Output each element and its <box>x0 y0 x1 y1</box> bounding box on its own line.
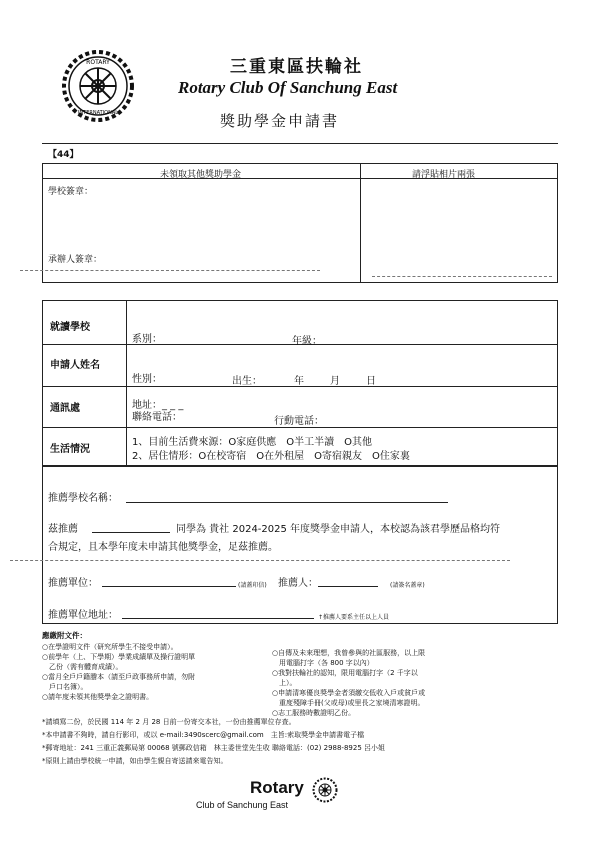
seal-note: (請蓋印信) <box>238 582 267 589</box>
recommend-person-label: 推薦人： <box>278 578 318 589</box>
info-label-column-line <box>126 300 127 466</box>
bottom-rotary-wordmark: Rotary <box>250 778 304 797</box>
recommend-unit-line[interactable] <box>102 574 236 587</box>
attachments-right-list <box>272 648 562 718</box>
recommend-person-line[interactable] <box>318 574 378 587</box>
attachments-title: 應繳附文件： <box>42 631 87 640</box>
form-number: 【44】 <box>48 150 79 160</box>
attachment-item: ○自傳及未來理想，我曾參與的社區服務，以上限 <box>272 649 426 657</box>
sign-note: (請簽名蓋章) <box>390 582 425 589</box>
seal-photo-box <box>42 163 558 283</box>
seal-box-divider <box>360 163 361 283</box>
attachment-item: 用電腦打字（各 800 字以內） <box>272 659 374 667</box>
attachment-item: ○志工服務時數證明乙份。 <box>272 709 356 717</box>
footer-notes <box>42 716 572 768</box>
attachment-item: ○我對扶輪社的認知，限用電腦打字（2 千字以 <box>272 669 418 677</box>
attachment-item: 戶口名簿）。 <box>42 683 88 691</box>
bottom-club-name: Club of Sanchung East <box>196 800 289 810</box>
footer-note: *郵寄地址：241 三重正義郵局第 00068 號郵政信箱 林主委世堂先生收 聯絡電話：(02) 2988-8925 呂小姐 <box>42 744 386 752</box>
attachment-item: 重度殘障手冊(父或母)或里長之家境清寒證明。 <box>272 699 425 707</box>
recommend-paragraph: 同學為 貴社 2024-2025 年度獎學金申請人，本校認為該君學歷品格均符 <box>176 524 501 535</box>
footer-note: *原則上請由學校統一申請，如由學生親自寄送請來電告知。 <box>42 757 228 765</box>
recommend-prefix: 茲推薦 <box>48 524 78 535</box>
cut-line-middle <box>10 560 510 561</box>
attachment-item: 上）。 <box>272 679 297 687</box>
recommend-paragraph-line2: 合規定，且本學年度未申請其他獎學金，足茲推薦。 <box>48 542 278 553</box>
footer-note: *本申請書不夠時，請自行影印，或以 e-mail:3490scerc@gmail.com 主旨:索取獎學金申請書電子檔 <box>42 731 365 739</box>
logo-text-top: ROTARY <box>86 59 110 66</box>
school-label: 就讀學校 <box>50 322 90 333</box>
gender-field[interactable]: 性別： <box>132 374 162 385</box>
living-label: 生活情況 <box>50 444 90 455</box>
school-seal-label: 學校簽章： <box>48 187 94 197</box>
club-name-english: Rotary Club Of Sanchung East <box>178 78 398 97</box>
attachment-item: ○前學年（上、下學期）學業成績單及操行證明單 <box>42 653 196 661</box>
no-other-scholarship-header: 未領取其他獎助學金 <box>160 170 242 180</box>
recommend-address-label: 推薦單位地址： <box>48 610 118 621</box>
living-residence-options[interactable]: 2、居住情形：O在校寄宿 O在外租屋 O寄宿親友 O住家裏 <box>132 451 410 462</box>
phone-field[interactable]: 聯絡電話： <box>132 412 182 423</box>
birth-day-label: 日 <box>366 376 376 387</box>
address-note: ↑推薦人要系主任以上人員 <box>318 614 390 621</box>
recommend-unit-label: 推薦單位： <box>48 578 98 589</box>
birth-year-label: 年 <box>294 376 304 387</box>
club-name-chinese: 三重東區扶輪社 <box>230 57 363 77</box>
seal-box-header-line <box>42 178 558 179</box>
recommend-school-label: 推薦學校名稱： <box>48 493 118 504</box>
footer-note: *請填寫二份，於民國 114 年 2 月 28 日前一份寄交本社，一份由推薦單位存查。 <box>42 718 296 726</box>
recommend-student-line[interactable] <box>92 520 170 533</box>
attachment-item: ○當月全戶戶籍謄本（請至戶政事務所申請，勿附 <box>42 673 196 681</box>
cut-line-left <box>20 270 320 271</box>
cut-line-right <box>372 276 552 277</box>
rotary-wheel-logo <box>60 48 136 124</box>
header-divider <box>42 143 558 144</box>
photo-header: 請浮貼相片兩張 <box>412 170 476 180</box>
bottom-rotary-wheel-icon <box>312 777 338 803</box>
attachment-item: ○在學證明文件（研究所學生不接受申請）。 <box>42 643 178 651</box>
recommend-address-line[interactable] <box>122 606 314 619</box>
contact-label: 通訊處 <box>50 403 80 414</box>
attachment-item: 乙份（需有體育成績）。 <box>42 663 123 671</box>
mobile-field[interactable]: 行動電話： <box>274 416 324 427</box>
attachment-item: ○申請清寒優良獎學金者須繳交低收入戶或貧戶或 <box>272 689 426 697</box>
applicant-name-label: 申請人姓名 <box>50 360 100 371</box>
logo-text-bottom: INTERNATIONAL <box>77 110 119 116</box>
address-field[interactable]: 地址：_ _ _ <box>132 400 184 411</box>
attachment-item: ○請年度未領其他獎學金之證明書。 <box>42 693 154 701</box>
grade-field[interactable]: 年級： <box>292 336 322 347</box>
info-row-line-3 <box>42 427 558 428</box>
form-title: 獎助學金申請書 <box>220 112 340 130</box>
living-source-options[interactable]: 1、目前生活費來源：O家庭供應 O半工半讀 O其他 <box>132 437 372 448</box>
birth-field[interactable]: 出生： <box>232 376 262 387</box>
dept-field[interactable]: 系別： <box>132 334 162 345</box>
birth-month-label: 月 <box>330 376 340 387</box>
recommend-school-line[interactable] <box>126 490 448 503</box>
attachments-left-list <box>42 642 272 702</box>
handler-sign-label: 承辦人簽章： <box>48 255 103 265</box>
